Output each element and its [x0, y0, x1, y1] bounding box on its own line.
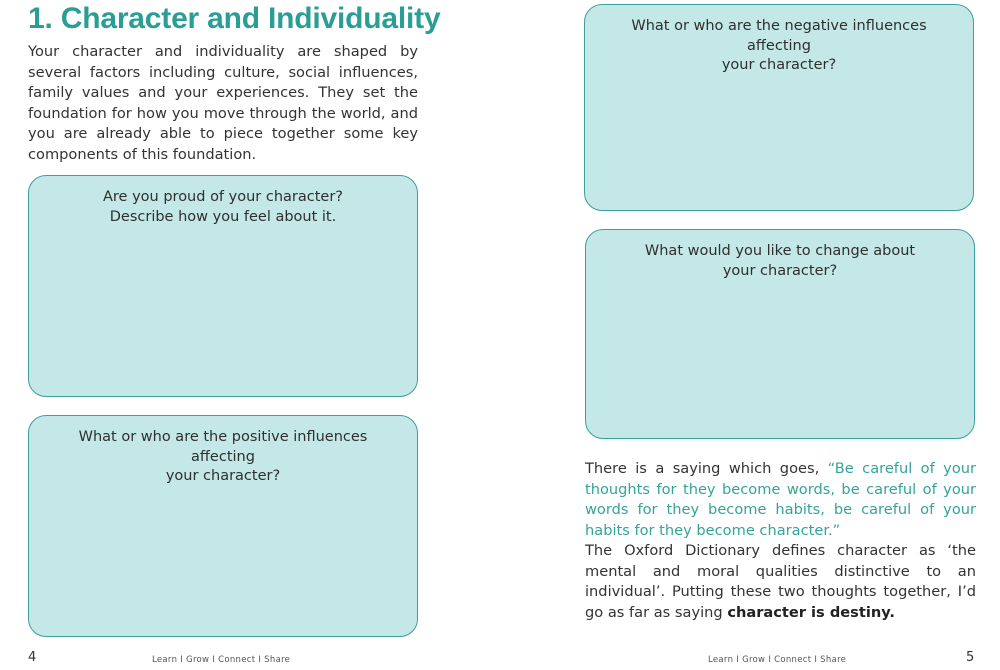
oxford-emphasis: character is destiny.	[727, 603, 895, 621]
journal-box-negative-influences[interactable]	[584, 4, 974, 211]
saying-quote: “Be careful of your thoughts for they become words, be careful of your words for they become habits, be careful of your habits for they become character.”	[585, 460, 976, 539]
box-prompt-line: What or who are the negative influences affecting	[631, 18, 927, 54]
journal-box-proud[interactable]	[28, 175, 418, 397]
oxford-text: The Oxford Dictionary defines character as ‘the mental and moral qualities distinctive to an individual’. Putting these two thoughts together, I’d go as far as saying	[585, 542, 976, 621]
oxford-paragraph	[585, 541, 976, 623]
box-prompt-line: What would you like to change about	[644, 243, 916, 259]
page-number: 5	[966, 650, 975, 665]
box-prompt-line: Describe how you feel about it.	[109, 208, 337, 225]
section-heading: 1. Character and Individuality	[28, 2, 441, 35]
intro-paragraph: Your character and individuality are shaped by several factors including culture, social influences, family values and your experiences. They set the foundation for how you move through the world, and you are already able to piece together some key components of this foundation.	[28, 43, 418, 163]
box-prompt-line: your character?	[722, 262, 838, 279]
saying-lead: There is a saying which goes,	[585, 460, 828, 477]
page-number: 4	[28, 650, 37, 665]
box-prompt-line: your character?	[721, 57, 837, 73]
box-prompt-line: your character?	[165, 468, 281, 484]
saying-paragraph	[585, 459, 976, 541]
box-prompt-line: What or who are the positive influences affecting	[78, 429, 368, 465]
page-footer: Learn I Grow I Connect I Share	[708, 655, 847, 665]
right-page	[500, 0, 1000, 670]
journal-box-positive-influences[interactable]	[28, 415, 418, 637]
journal-box-change[interactable]	[585, 229, 975, 439]
box-prompt-line: Are you proud of your character?	[103, 189, 343, 205]
page-footer: Learn I Grow I Connect I Share	[152, 655, 291, 665]
